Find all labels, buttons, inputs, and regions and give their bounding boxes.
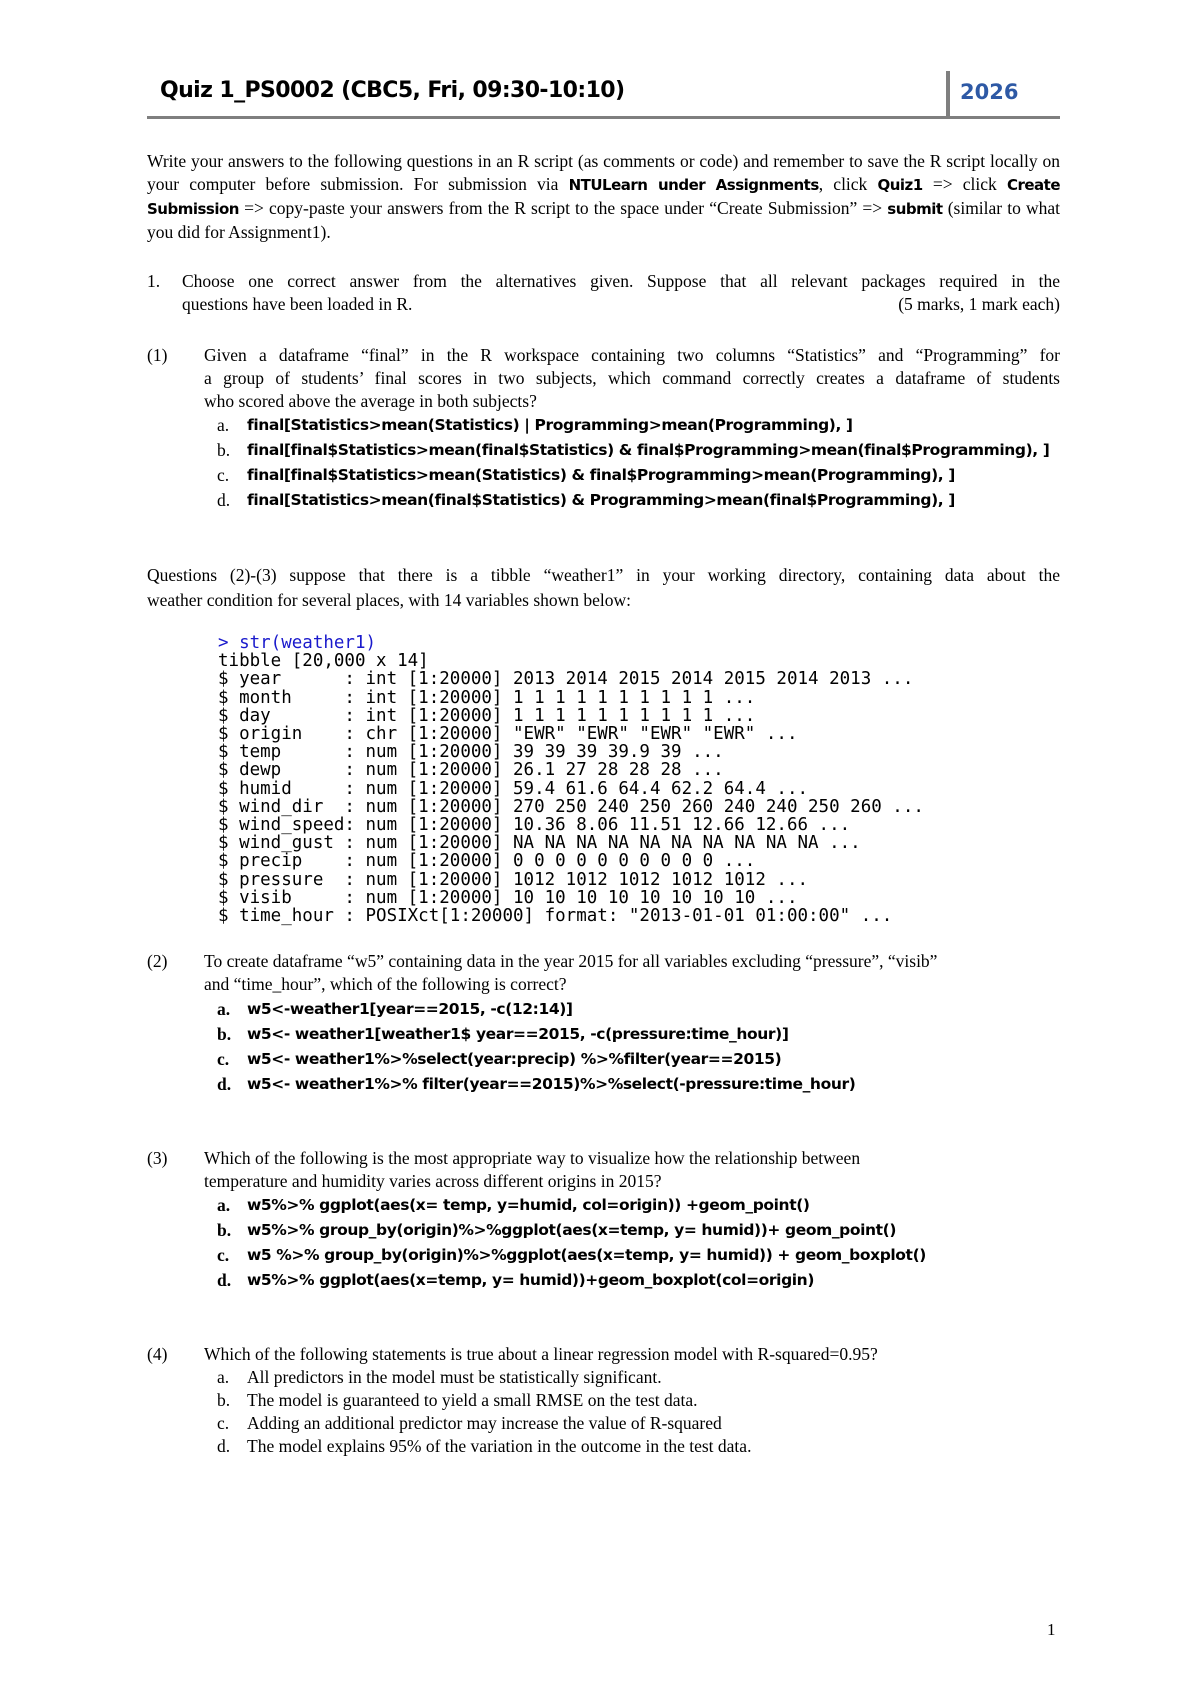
q1-option-b: final[final$Statistics>mean(final$Statistics) & final$Programming>mean(final$Programming), ] bbox=[247, 441, 1050, 459]
instructions-bold-quiz1: Quiz1 bbox=[877, 176, 923, 194]
question-2-text-line: To create dataframe “w5” containing data in the year 2015 for all variables excluding “pressure”, “visib” bbox=[204, 951, 938, 971]
instructions-bold-submit: submit bbox=[887, 200, 943, 218]
question-1-number: (1) bbox=[147, 345, 168, 365]
page-number: 1 bbox=[1047, 1620, 1056, 1639]
instructions-text-3: => click bbox=[922, 174, 1007, 194]
instructions-text-2: , click bbox=[818, 174, 878, 194]
q3-option-b: w5%>% group_by(origin)%>%ggplot(aes(x=temp, y= humid))+ geom_point() bbox=[247, 1221, 897, 1239]
question-1-text-line: a group of students’ final scores in two subjects, which command correctly creates a dataframe of students bbox=[204, 368, 1060, 388]
q4-option-a: All predictors in the model must be statistically significant. bbox=[247, 1367, 662, 1387]
code-line: $ wind_dir : num [1:20000] 270 250 240 250 260 240 240 250 260 ... bbox=[218, 796, 924, 817]
q2-option-d: w5<- weather1%>% filter(year==2015)%>%select(-pressure:time_hour) bbox=[247, 1075, 856, 1093]
instructions-bold-create-submission: Create Submission bbox=[147, 176, 1061, 218]
q1-option-letter: d. bbox=[217, 490, 231, 510]
code-line: tibble [20,000 x 14] bbox=[218, 651, 429, 672]
question-3-text-line: temperature and humidity varies across different origins in 2015? bbox=[204, 1171, 662, 1191]
question-3-number: (3) bbox=[147, 1148, 168, 1168]
q4-option-letter: d. bbox=[217, 1436, 231, 1456]
questions-2-3-intro-line-2: weather condition for several places, with 14 variables shown below: bbox=[147, 590, 632, 610]
instructions-paragraph bbox=[147, 150, 1060, 244]
page-title: Quiz 1_PS0002 (CBC5, Fri, 09:30-10:10) bbox=[160, 78, 625, 103]
q4-option-letter: b. bbox=[217, 1390, 231, 1410]
code-line: $ dewp : num [1:20000] 26.1 27 28 28 28 ... bbox=[218, 760, 724, 781]
code-line: $ pressure : num [1:20000] 1012 1012 1012 1012 1012 ... bbox=[218, 869, 809, 890]
header-divider bbox=[946, 71, 950, 119]
question-3-text-line: Which of the following is the most appropriate way to visualize how the relationship between bbox=[204, 1148, 861, 1168]
code-line: $ wind_speed: num [1:20000] 10.36 8.06 11.51 12.66 12.66 ... bbox=[218, 815, 851, 836]
instructions-text-5: (similar to what you did for Assignment1). bbox=[147, 198, 1061, 242]
q1-option-a: final[Statistics>mean(Statistics) | Programming>mean(Programming), ] bbox=[247, 416, 853, 434]
q4-option-c: Adding an additional predictor may increase the value of R-squared bbox=[247, 1413, 722, 1433]
q1-option-d: final[Statistics>mean(final$Statistics) & Programming>mean(final$Programming), ] bbox=[247, 491, 955, 509]
r-console-prompt: > str(weather1) bbox=[218, 633, 377, 653]
q3-option-letter: b. bbox=[217, 1220, 232, 1240]
r-console-output bbox=[218, 634, 924, 925]
q3-option-a: w5%>% ggplot(aes(x= temp, y=humid, col=origin)) +geom_point() bbox=[247, 1196, 810, 1214]
q1-option-letter: b. bbox=[217, 440, 231, 460]
q1-option-letter: c. bbox=[217, 465, 230, 485]
q3-option-c: w5 %>% group_by(origin)%>%ggplot(aes(x=temp, y= humid)) + geom_boxplot() bbox=[247, 1246, 926, 1264]
question-2-text-line: and “time_hour”, which of the following is correct? bbox=[204, 974, 567, 994]
question-4-number: (4) bbox=[147, 1344, 168, 1364]
code-line: $ month : int [1:20000] 1 1 1 1 1 1 1 1 1 1 ... bbox=[218, 687, 756, 708]
q2-option-a: w5<-weather1[year==2015, -c(12:14)] bbox=[247, 1000, 573, 1018]
question-4-text-line: Which of the following statements is true about a linear regression model with R-squared=0.95? bbox=[204, 1344, 878, 1364]
header-year: 2026 bbox=[960, 80, 1019, 104]
questions-2-3-intro-line-1: Questions (2)-(3) suppose that there is a tibble “weather1” in your working directory, containing data about the bbox=[147, 565, 1060, 585]
q3-option-letter: a. bbox=[217, 1195, 231, 1215]
instructions-bold-ntulearn: NTULearn under Assignments bbox=[568, 176, 819, 194]
q2-option-letter: c. bbox=[217, 1049, 230, 1069]
code-line: $ origin : chr [1:20000] "EWR" "EWR" "EWR" "EWR" ... bbox=[218, 724, 798, 745]
q2-option-c: w5<- weather1%>%select(year:precip) %>%filter(year==2015) bbox=[247, 1050, 782, 1068]
section-number: 1. bbox=[147, 271, 161, 291]
q2-option-letter: d. bbox=[217, 1074, 232, 1094]
q4-option-d: The model explains 95% of the variation in the outcome in the test data. bbox=[247, 1436, 752, 1456]
section-marks: (5 marks, 1 mark each) bbox=[898, 294, 1060, 314]
q1-option-letter: a. bbox=[217, 415, 230, 435]
question-1-text-line: who scored above the average in both subjects? bbox=[204, 391, 537, 411]
q2-option-letter: b. bbox=[217, 1024, 232, 1044]
code-line: $ time_hour : POSIXct[1:20000] format: "2013-01-01 01:00:00" ... bbox=[218, 906, 893, 927]
code-line: $ precip : num [1:20000] 0 0 0 0 0 0 0 0 0 0 ... bbox=[218, 851, 756, 872]
code-line: $ humid : num [1:20000] 59.4 61.6 64.4 62.2 64.4 ... bbox=[218, 778, 809, 799]
code-line: $ temp : num [1:20000] 39 39 39 39.9 39 ... bbox=[218, 742, 724, 763]
q2-option-letter: a. bbox=[217, 999, 231, 1019]
question-1-text-line: Given a dataframe “final” in the R workspace containing two columns “Statistics” and “Programming” for bbox=[204, 345, 1060, 365]
instructions-text-1: Write your answers to the following questions in an R script (as comments or code) and remember to save the R script locally on your computer before submission. For submission via bbox=[147, 151, 1060, 194]
q4-option-letter: a. bbox=[217, 1367, 230, 1387]
code-line: $ visib : num [1:20000] 10 10 10 10 10 10 10 10 ... bbox=[218, 887, 798, 908]
header-rule bbox=[147, 116, 1060, 119]
q2-option-b: w5<- weather1[weather1$ year==2015, -c(pressure:time_hour)] bbox=[247, 1025, 789, 1043]
instructions-text-4: => copy-paste your answers from the R script to the space under “Create Submission” => bbox=[238, 198, 888, 218]
question-2-number: (2) bbox=[147, 951, 168, 971]
section-instruction-line-2: questions have been loaded in R. bbox=[182, 294, 413, 314]
code-line: $ wind_gust : num [1:20000] NA NA NA NA NA NA NA NA NA NA ... bbox=[218, 833, 861, 854]
code-line: $ year : int [1:20000] 2013 2014 2015 2014 2015 2014 2013 ... bbox=[218, 669, 914, 690]
section-instruction-line-1: Choose one correct answer from the alternatives given. Suppose that all relevant packages required in the bbox=[182, 271, 1060, 291]
q3-option-letter: c. bbox=[217, 1245, 230, 1265]
q4-option-b: The model is guaranteed to yield a small RMSE on the test data. bbox=[247, 1390, 698, 1410]
q3-option-letter: d. bbox=[217, 1270, 232, 1290]
q3-option-d: w5%>% ggplot(aes(x=temp, y= humid))+geom_boxplot(col=origin) bbox=[247, 1271, 814, 1289]
q1-option-c: final[final$Statistics>mean(Statistics) & final$Programming>mean(Programming), ] bbox=[247, 466, 955, 484]
code-line: $ day : int [1:20000] 1 1 1 1 1 1 1 1 1 1 ... bbox=[218, 705, 756, 726]
q4-option-letter: c. bbox=[217, 1413, 230, 1433]
